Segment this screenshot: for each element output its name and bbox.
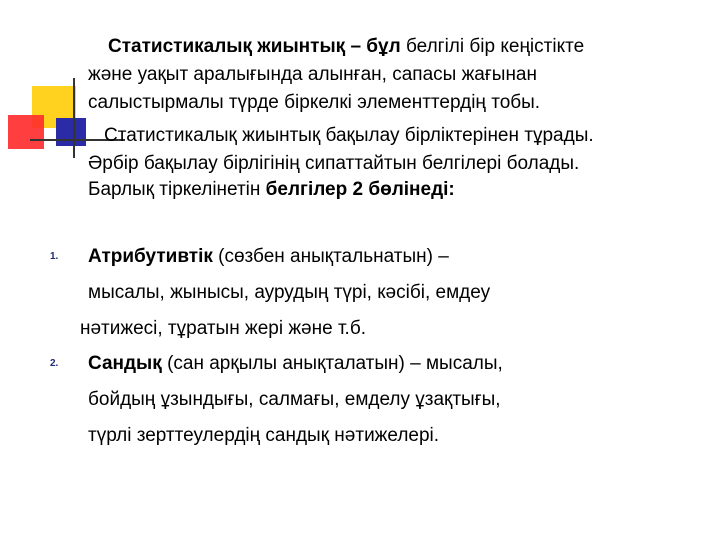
intro-line-6 — [88, 177, 455, 203]
list-marker-2: 2. — [50, 358, 59, 369]
intro-term: Статистикалық жиынтық – бұл — [108, 36, 401, 57]
intro-line-2: және уақыт аралығында алынған, сапасы жағынан — [88, 64, 537, 85]
intro-line-1 — [108, 34, 584, 60]
blue-square — [56, 118, 86, 146]
list-item-2-line-3: түрлі зерттеулердің сандық нәтижелері. — [88, 425, 440, 446]
intro-line-1-rest: белгілі бір кеңістікте — [400, 36, 585, 57]
intro-line-6-plain: Барлық тіркелінетін — [88, 179, 266, 200]
list-item-2-line-1 — [88, 351, 503, 377]
list-item-1-line-3: нәтижесі, тұратын жері және т.б. — [80, 318, 366, 339]
list-item-1-term: Атрибутивтік — [88, 246, 213, 267]
intro-line-4: Статистикалық жиынтық бақылау бірліктерінен тұрады. — [104, 125, 594, 146]
list-marker-1: 1. — [50, 251, 59, 262]
intro-line-5: Әрбір бақылау бірлігінің сипаттайтын белгілері болады. — [88, 153, 580, 174]
intro-line-6-bold: белгілер 2 бөлінеді: — [265, 179, 455, 200]
list-item-2-term: Сандық — [88, 353, 162, 374]
list-item-1-line-1 — [88, 244, 449, 270]
list-item-2-rest: (сан арқылы анықталатын) – мысалы, — [161, 353, 503, 374]
list-item-1-line-2: мысалы, жынысы, аурудың түрі, кәсібі, емдеу — [88, 282, 491, 303]
red-square — [8, 115, 44, 149]
intro-line-3: салыстырмалы түрде біркелкі элементтердің тобы. — [88, 92, 541, 113]
list-item-1-rest: (сөзбен анықтальнатын) – — [212, 246, 449, 267]
list-item-2-line-2: бойдың ұзындығы, салмағы, емделу ұзақтығы, — [88, 389, 501, 410]
